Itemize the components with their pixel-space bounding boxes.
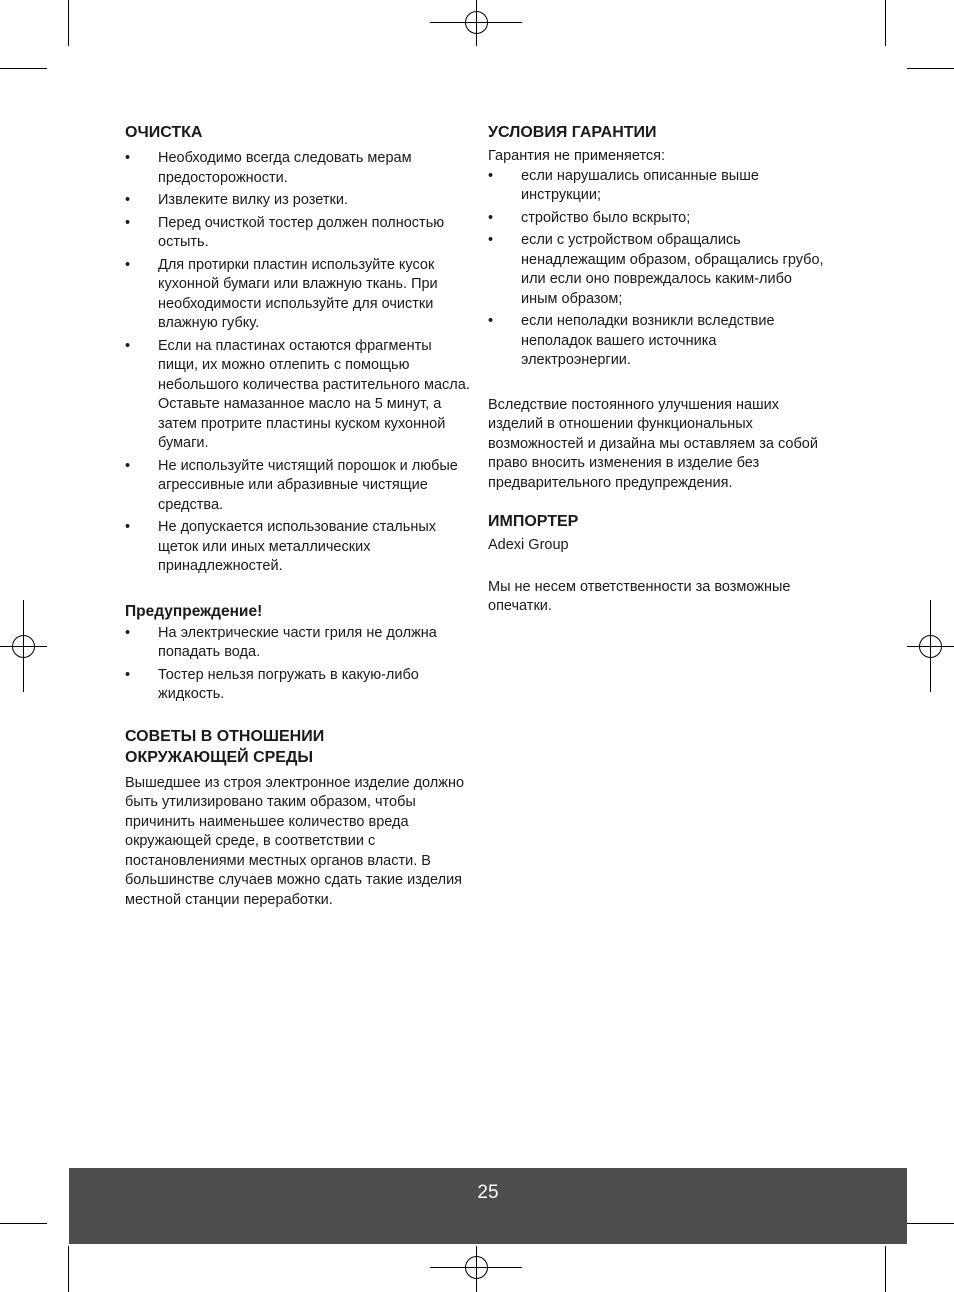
environment-text: Вышедшее из строя электронное изделие должно быть утилизировано таким образом, чтобы причинить наименьшее количество вреда окружающей среде, в соответствии с постановлениями местных органов власти. В большинстве случаев можно сдать такие изделия местной станции переработки. <box>125 774 465 908</box>
page-number: 25 <box>477 1182 499 1203</box>
bullet: • <box>488 209 494 226</box>
bullet: • <box>125 624 131 641</box>
bullet: • <box>488 232 494 248</box>
warranty-note: Вследствие постоянного улучшения наших изделий в отношении функциональных возможностей и дизайна мы оставляем за собой право вносить изменения в изделие без предварительного предупреждения. <box>488 396 818 491</box>
page-footer <box>69 1168 907 1244</box>
disclaimer-text: Мы не несем ответственности за возможные опечатки. <box>488 578 791 614</box>
cleaning-section <box>125 122 470 577</box>
list-item: • Для протирки пластин используйте кусок кухонной бумаги или влажную ткань. При необходимости используйте для очистки влажную губку. <box>125 256 438 331</box>
list-item: • Необходимо всегда следовать мерам предосторожности. <box>125 150 412 186</box>
warning-list <box>125 624 470 705</box>
bullet: • <box>125 519 131 535</box>
importer-section <box>488 511 828 617</box>
left-column <box>125 122 470 910</box>
list-item: • Не допускается использование стальных щеток или иных металлических принадлежностей. <box>125 519 436 574</box>
bullet: • <box>488 313 494 329</box>
environment-heading: СОВЕТЫ В ОТНОШЕНИИ ОКРУЖАЮЩЕЙ СРЕДЫ <box>125 727 325 766</box>
warning-section <box>125 602 470 705</box>
importer-heading: ИМПОРТЕР <box>488 513 579 530</box>
bullet: • <box>125 192 131 208</box>
bullet: • <box>125 337 131 354</box>
list-item: • Тостер нельзя погружать в какую-либо жидкость. <box>125 666 419 702</box>
warning-heading: Предупреждение! <box>125 602 263 620</box>
bullet: • <box>125 150 131 166</box>
list-item: • Извлеките вилку из розетки. <box>125 191 470 211</box>
environment-section <box>125 726 470 911</box>
right-column <box>488 122 828 617</box>
bullet: • <box>125 256 131 273</box>
warranty-section <box>488 122 828 493</box>
list-item: • На электрические части гриля не должна попадать вода. <box>125 624 437 660</box>
bullet: • <box>125 666 131 683</box>
list-item: • Если на пластинах остаются фрагменты пищи, их можно отлепить с помощью небольшого количества растительного масла. Оставьте намазанное масло на 5 минут, а затем протрите пластины куском кухонной бумаги. <box>125 337 470 451</box>
bullet: • <box>125 457 131 474</box>
list-item: • стройство было вскрыто; <box>488 209 828 229</box>
bullet: • <box>488 167 494 184</box>
cleaning-list <box>125 149 470 577</box>
importer-name: Adexi Group <box>488 537 569 553</box>
list-item: • если нарушались описанные выше инструкции; <box>488 167 759 203</box>
warranty-list <box>488 167 828 371</box>
list-item: • если с устройством обращались ненадлежащим образом, обращались грубо, или если оно повреждалось каким-либо иным образом; <box>488 232 824 307</box>
cleaning-heading: ОЧИСТКА <box>125 124 203 141</box>
warranty-heading: УСЛОВИЯ ГАРАНТИИ <box>488 124 657 141</box>
list-item: • если неполадки возникли вследствие неполадок вашего источника электроэнергии. <box>488 313 775 368</box>
list-item: • Перед очисткой тостер должен полностью остыть. <box>125 214 445 250</box>
list-item: • Не используйте чистящий порошок и любые агрессивные или абразивные чистящие средства. <box>125 457 458 513</box>
bullet: • <box>125 214 131 231</box>
warranty-intro: Гарантия не применяется: <box>488 148 666 164</box>
